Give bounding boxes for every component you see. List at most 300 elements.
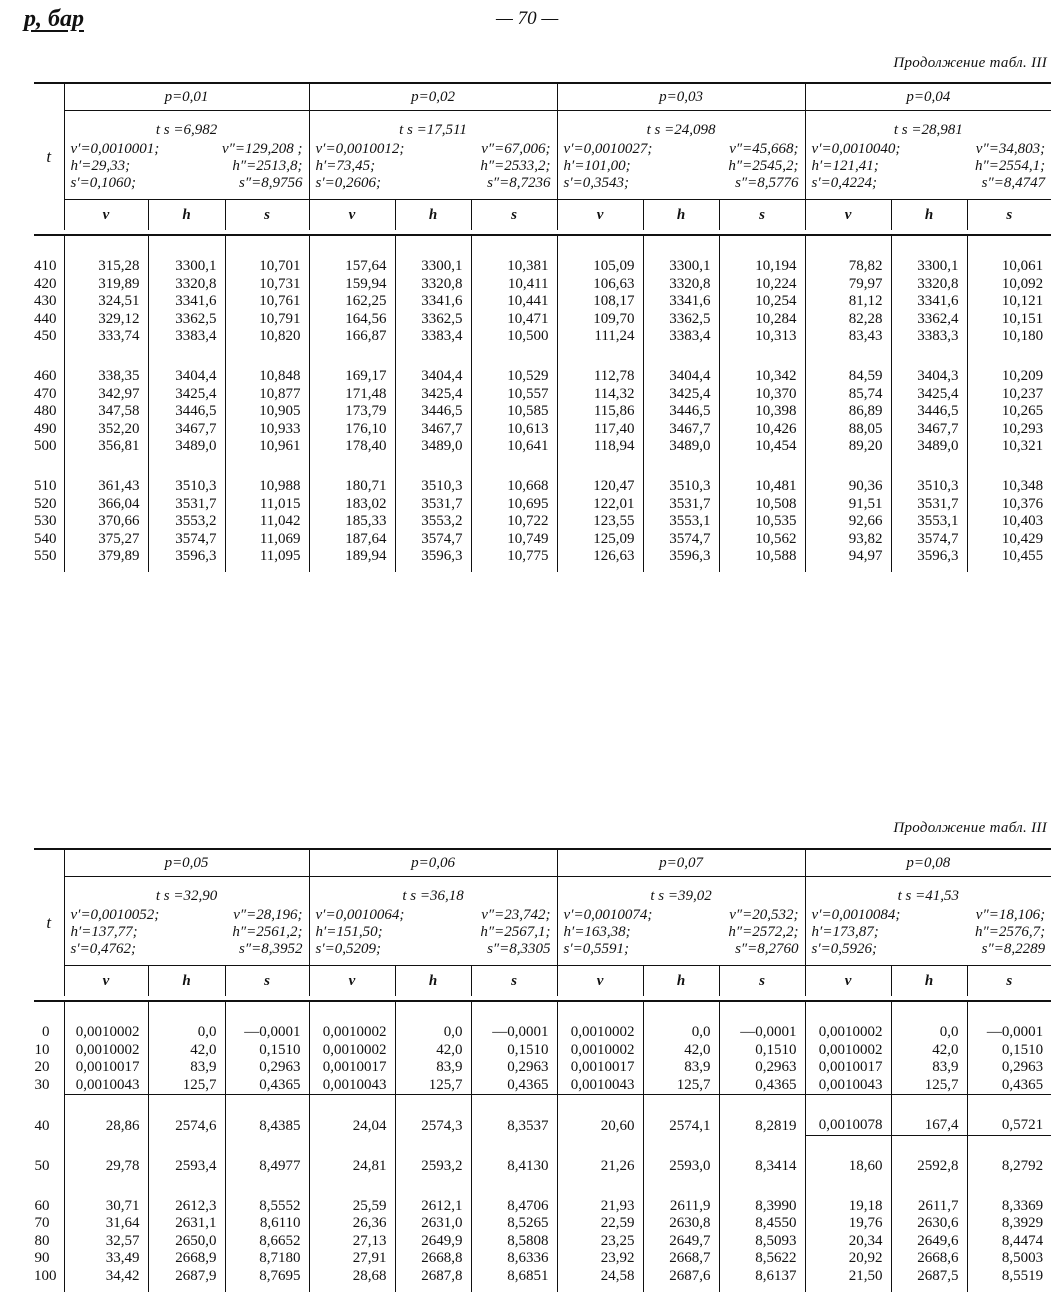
value-cell: 3404,4: [395, 368, 471, 386]
value-cell: 125,09: [557, 531, 643, 549]
temperature-cell: 530: [34, 513, 57, 530]
value-cell: 315,28: [64, 258, 148, 276]
temperature-cell: 430: [34, 293, 57, 310]
saturated-liquid-value: v′=0,0010074;: [563, 907, 653, 923]
table-caption: Продолжение табл. III: [893, 820, 1047, 836]
saturated-vapor-value: v″=23,742;: [481, 907, 551, 923]
saturation-temperature: t s =32,90: [64, 877, 309, 906]
value-cell: 159,94: [309, 276, 395, 294]
value-cell: 3362,5: [395, 311, 471, 329]
saturated-liquid-value: s′=0,1060;: [70, 175, 136, 191]
value-cell: 85,74: [805, 386, 891, 404]
saturation-properties: [64, 905, 309, 966]
saturated-vapor-value: v″=18,106;: [975, 907, 1046, 923]
temperature-cell: 450: [34, 328, 57, 345]
value-cell: 8,6137: [719, 1268, 805, 1286]
value-cell: 10,403: [967, 513, 1051, 531]
saturation-line: [71, 924, 303, 941]
t-column-header: t: [34, 849, 64, 996]
table-row: [34, 1117, 1051, 1135]
table-row: [34, 1250, 1051, 1268]
value-cell: 2649,9: [395, 1233, 471, 1251]
value-cell: 3467,7: [643, 421, 719, 439]
value-cell: 2687,8: [395, 1268, 471, 1286]
value-cell: 0,2963: [719, 1059, 805, 1077]
value-cell: 3574,7: [891, 531, 967, 549]
value-cell: 2574,3: [395, 1117, 471, 1135]
value-cell: 10,481: [719, 478, 805, 496]
value-cell: 8,6851: [471, 1268, 557, 1286]
value-cell: 0,0010043: [64, 1077, 148, 1095]
value-cell: 8,6110: [225, 1215, 309, 1233]
value-cell: 8,4385: [225, 1117, 309, 1135]
value-cell: 166,87: [309, 328, 395, 346]
saturation-temperature: t s =24,098: [557, 111, 805, 140]
saturated-vapor-value: s″=8,5776: [735, 175, 799, 191]
value-cell: 3341,6: [148, 293, 225, 311]
value-cell: 10,613: [471, 421, 557, 439]
column-header-s: s: [471, 200, 557, 231]
value-cell: 11,069: [225, 531, 309, 549]
column-header-s: s: [225, 966, 309, 997]
value-cell: 8,4706: [471, 1198, 557, 1216]
value-cell: 84,59: [805, 368, 891, 386]
saturated-vapor-value: v″=34,803;: [975, 141, 1046, 157]
value-cell: 3425,4: [891, 386, 967, 404]
value-cell: 10,293: [967, 421, 1051, 439]
value-cell: 0,0: [395, 1024, 471, 1042]
value-cell: 8,5552: [225, 1198, 309, 1216]
value-cell: 3300,1: [148, 258, 225, 276]
saturation-temperature: t s =6,982: [64, 111, 309, 140]
value-cell: 3320,8: [395, 276, 471, 294]
value-cell: 10,905: [225, 403, 309, 421]
value-cell: 10,455: [967, 548, 1051, 566]
saturation-properties: [309, 905, 557, 966]
value-cell: 176,10: [309, 421, 395, 439]
value-cell: 10,209: [967, 368, 1051, 386]
value-cell: 120,47: [557, 478, 643, 496]
saturated-vapor-value: s″=8,3952: [239, 941, 303, 957]
value-cell: 27,91: [309, 1250, 395, 1268]
saturation-properties: [557, 905, 805, 966]
value-cell: 3467,7: [148, 421, 225, 439]
value-cell: 0,1510: [719, 1042, 805, 1060]
saturation-temperature: t s =17,511: [309, 111, 557, 140]
value-cell: 10,194: [719, 258, 805, 276]
value-cell: 91,51: [805, 496, 891, 514]
value-cell: 0,2963: [225, 1059, 309, 1077]
value-cell: 0,0010017: [64, 1059, 148, 1077]
value-cell: 42,0: [148, 1042, 225, 1060]
value-cell: 3596,3: [148, 548, 225, 566]
value-cell: 117,40: [557, 421, 643, 439]
value-cell: 81,12: [805, 293, 891, 311]
value-cell: 157,64: [309, 258, 395, 276]
value-cell: 27,13: [309, 1233, 395, 1251]
value-cell: 8,7180: [225, 1250, 309, 1268]
value-cell: 8,3537: [471, 1117, 557, 1135]
saturation-line: [316, 907, 551, 924]
value-cell: 8,4977: [225, 1158, 309, 1176]
value-cell: 3341,6: [643, 293, 719, 311]
value-cell: 21,26: [557, 1158, 643, 1176]
value-cell: 3383,4: [643, 328, 719, 346]
value-cell: 10,411: [471, 276, 557, 294]
value-cell: 115,86: [557, 403, 643, 421]
table-row: [34, 1268, 1051, 1286]
value-cell: 8,6652: [225, 1233, 309, 1251]
saturated-vapor-value: s″=8,3305: [487, 941, 551, 957]
value-cell: 8,6336: [471, 1250, 557, 1268]
value-cell: 370,66: [64, 513, 148, 531]
value-cell: 3531,7: [891, 496, 967, 514]
column-header-h: h: [395, 200, 471, 231]
value-cell: 3489,0: [395, 438, 471, 456]
saturation-temperature: t s =28,981: [805, 111, 1051, 140]
value-cell: 20,34: [805, 1233, 891, 1251]
temperature-cell: 500: [34, 438, 57, 455]
value-cell: 10,224: [719, 276, 805, 294]
saturation-properties: [557, 139, 805, 200]
value-cell: 2611,9: [643, 1198, 719, 1216]
column-header-v: v: [64, 966, 148, 997]
value-cell: 2631,0: [395, 1215, 471, 1233]
temperature-cell: 550: [34, 548, 57, 565]
pressure-label: p=0,01: [64, 83, 309, 111]
value-cell: 3446,5: [643, 403, 719, 421]
value-cell: 171,48: [309, 386, 395, 404]
value-cell: 3425,4: [148, 386, 225, 404]
table-row: [34, 438, 1051, 456]
column-header-s: s: [225, 200, 309, 231]
value-cell: 0,0010002: [309, 1042, 395, 1060]
value-cell: 10,471: [471, 311, 557, 329]
value-cell: 3341,6: [395, 293, 471, 311]
saturated-vapor-value: h″=2567,1;: [480, 924, 551, 940]
value-cell: 10,588: [719, 548, 805, 566]
value-cell: 10,284: [719, 311, 805, 329]
value-cell: 2574,1: [643, 1117, 719, 1135]
value-cell: 8,5622: [719, 1250, 805, 1268]
value-cell: 2630,6: [891, 1215, 967, 1233]
value-cell: 3531,7: [395, 496, 471, 514]
saturation-properties: [805, 139, 1051, 200]
value-cell: 21,50: [805, 1268, 891, 1286]
saturated-liquid-value: s′=0,5591;: [563, 941, 630, 957]
value-cell: 3404,3: [891, 368, 967, 386]
value-cell: 3300,1: [891, 258, 967, 276]
steam-table-2: [34, 848, 1051, 1292]
value-cell: 89,20: [805, 438, 891, 456]
saturated-liquid-value: v′=0,0010052;: [70, 907, 160, 923]
saturation-line: [564, 941, 799, 958]
saturation-line: [71, 907, 303, 924]
value-cell: 125,7: [643, 1077, 719, 1095]
value-cell: 18,60: [805, 1158, 891, 1176]
value-cell: 10,321: [967, 438, 1051, 456]
value-cell: 347,58: [64, 403, 148, 421]
value-cell: 122,01: [557, 496, 643, 514]
value-cell: 10,701: [225, 258, 309, 276]
value-cell: 114,32: [557, 386, 643, 404]
value-cell: 10,749: [471, 531, 557, 549]
table-row: [34, 1215, 1051, 1233]
column-header-v: v: [64, 200, 148, 231]
value-cell: 366,04: [64, 496, 148, 514]
value-cell: 33,49: [64, 1250, 148, 1268]
saturated-vapor-value: v″=129,208 ;: [221, 141, 303, 157]
value-cell: 2668,7: [643, 1250, 719, 1268]
value-cell: 3300,1: [395, 258, 471, 276]
value-cell: 375,27: [64, 531, 148, 549]
unit-label: p, бар: [24, 6, 84, 32]
value-cell: 3320,8: [643, 276, 719, 294]
value-cell: 8,2819: [719, 1117, 805, 1135]
value-cell: 2592,8: [891, 1158, 967, 1176]
value-cell: 2650,0: [148, 1233, 225, 1251]
value-cell: 8,2792: [967, 1158, 1051, 1176]
temperature-cell: 60: [34, 1197, 50, 1214]
table-row: [34, 311, 1051, 329]
value-cell: 112,78: [557, 368, 643, 386]
value-cell: 2631,1: [148, 1215, 225, 1233]
temperature-cell: 20: [34, 1059, 50, 1076]
column-header-v: v: [805, 200, 891, 231]
pressure-label: p=0,05: [64, 849, 309, 877]
value-cell: 2612,1: [395, 1198, 471, 1216]
column-header-h: h: [395, 966, 471, 997]
table-row: [34, 276, 1051, 294]
saturation-line: [71, 158, 303, 175]
column-header-s: s: [967, 966, 1051, 997]
saturation-line: [812, 141, 1046, 158]
temperature-cell: 540: [34, 530, 57, 547]
column-header-v: v: [309, 966, 395, 997]
table-row: [34, 1059, 1051, 1077]
value-cell: 10,731: [225, 276, 309, 294]
temperature-cell: 10: [34, 1041, 50, 1058]
value-cell: 3489,0: [643, 438, 719, 456]
value-cell: 0,0010002: [557, 1024, 643, 1042]
value-cell: 10,121: [967, 293, 1051, 311]
value-cell: 2612,3: [148, 1198, 225, 1216]
saturated-liquid-value: v′=0,0010084;: [811, 907, 901, 923]
value-cell: 0,2963: [471, 1059, 557, 1077]
value-cell: 8,4474: [967, 1233, 1051, 1251]
value-cell: 10,313: [719, 328, 805, 346]
value-cell: 24,58: [557, 1268, 643, 1286]
pressure-label: p=0,08: [805, 849, 1051, 877]
value-cell: 82,28: [805, 311, 891, 329]
page-number: — 70 —: [496, 8, 559, 29]
value-cell: —0,0001: [471, 1024, 557, 1042]
temperature-cell: 50: [34, 1157, 50, 1174]
value-cell: 2649,6: [891, 1233, 967, 1251]
value-cell: 78,82: [805, 258, 891, 276]
value-cell: 0,4365: [967, 1077, 1051, 1095]
saturated-liquid-value: v′=0,0010027;: [563, 141, 653, 157]
table-row: [34, 1042, 1051, 1060]
value-cell: 11,095: [225, 548, 309, 566]
value-cell: 2687,6: [643, 1268, 719, 1286]
saturation-properties: [309, 139, 557, 200]
temperature-cell: 90: [34, 1250, 50, 1267]
value-cell: 30,71: [64, 1198, 148, 1216]
temperature-cell: 460: [34, 367, 57, 384]
value-cell: 10,376: [967, 496, 1051, 514]
saturated-vapor-value: v″=28,196;: [233, 907, 303, 923]
value-cell: 3383,3: [891, 328, 967, 346]
saturated-liquid-value: s′=0,3543;: [563, 175, 630, 191]
saturated-liquid-value: h′=151,50;: [315, 924, 383, 940]
value-cell: 3425,4: [643, 386, 719, 404]
saturation-line: [564, 175, 799, 192]
value-cell: 3596,3: [395, 548, 471, 566]
value-cell: 3531,7: [643, 496, 719, 514]
value-cell: 3446,5: [395, 403, 471, 421]
value-cell: 10,441: [471, 293, 557, 311]
value-cell: 3362,4: [891, 311, 967, 329]
value-cell: 0,0: [891, 1024, 967, 1042]
value-cell: 3404,4: [643, 368, 719, 386]
value-cell: 342,97: [64, 386, 148, 404]
value-cell: 10,265: [967, 403, 1051, 421]
value-cell: 8,3929: [967, 1215, 1051, 1233]
saturation-line: [812, 907, 1046, 924]
saturation-line: [316, 175, 551, 192]
value-cell: 83,9: [395, 1059, 471, 1077]
column-header-s: s: [471, 966, 557, 997]
value-cell: 83,9: [643, 1059, 719, 1077]
saturated-liquid-value: v′=0,0010040;: [811, 141, 901, 157]
saturated-vapor-value: v″=67,006;: [481, 141, 551, 157]
value-cell: 29,78: [64, 1158, 148, 1176]
saturation-line: [316, 158, 551, 175]
value-cell: 3404,4: [148, 368, 225, 386]
value-cell: 10,961: [225, 438, 309, 456]
value-cell: 20,60: [557, 1117, 643, 1135]
table-row: [34, 386, 1051, 404]
temperature-cell: 420: [34, 275, 57, 292]
value-cell: 2668,6: [891, 1250, 967, 1268]
value-cell: —0,0001: [967, 1024, 1051, 1042]
value-cell: 178,40: [309, 438, 395, 456]
value-cell: 125,7: [148, 1077, 225, 1095]
temperature-cell: 480: [34, 403, 57, 420]
value-cell: 3596,3: [643, 548, 719, 566]
value-cell: 3510,3: [395, 478, 471, 496]
value-cell: 0,1510: [471, 1042, 557, 1060]
saturated-vapor-value: h″=2533,2;: [480, 158, 551, 174]
pressure-label: p=0,07: [557, 849, 805, 877]
value-cell: 0,2963: [967, 1059, 1051, 1077]
saturated-liquid-value: h′=173,87;: [811, 924, 879, 940]
value-cell: 125,7: [395, 1077, 471, 1095]
saturated-liquid-value: s′=0,5926;: [811, 941, 878, 957]
value-cell: 10,933: [225, 421, 309, 439]
saturated-vapor-value: h″=2572,2;: [728, 924, 799, 940]
value-cell: 356,81: [64, 438, 148, 456]
value-cell: 0,1510: [225, 1042, 309, 1060]
value-cell: 3574,7: [148, 531, 225, 549]
temperature-cell: 490: [34, 420, 57, 437]
value-cell: 2593,4: [148, 1158, 225, 1176]
saturation-temperature: t s =41,53: [805, 877, 1051, 906]
value-cell: 10,237: [967, 386, 1051, 404]
temperature-cell: 40: [34, 1117, 50, 1134]
value-cell: 10,092: [967, 276, 1051, 294]
value-cell: 3446,5: [891, 403, 967, 421]
saturation-temperature: t s =36,18: [309, 877, 557, 906]
value-cell: 185,33: [309, 513, 395, 531]
value-cell: 0,0010043: [805, 1077, 891, 1095]
value-cell: 94,97: [805, 548, 891, 566]
table-row: [34, 1077, 1051, 1095]
value-cell: 3510,3: [643, 478, 719, 496]
value-cell: 3467,7: [395, 421, 471, 439]
t-column-header: t: [34, 83, 64, 230]
value-cell: 34,42: [64, 1268, 148, 1286]
saturated-liquid-value: s′=0,4224;: [811, 175, 878, 191]
value-cell: 24,81: [309, 1158, 395, 1176]
value-cell: 2687,9: [148, 1268, 225, 1286]
value-cell: 10,722: [471, 513, 557, 531]
value-cell: 3446,5: [148, 403, 225, 421]
value-cell: 93,82: [805, 531, 891, 549]
column-header-h: h: [643, 200, 719, 231]
temperature-cell: 440: [34, 310, 57, 327]
temperature-cell: 30: [34, 1077, 50, 1094]
value-cell: 3320,8: [148, 276, 225, 294]
table-row: [34, 478, 1051, 496]
value-cell: 189,94: [309, 548, 395, 566]
column-header-s: s: [967, 200, 1051, 231]
value-cell: 10,775: [471, 548, 557, 566]
value-cell: 2649,7: [643, 1233, 719, 1251]
value-cell: 183,02: [309, 496, 395, 514]
value-cell: 180,71: [309, 478, 395, 496]
value-cell: 10,454: [719, 438, 805, 456]
value-cell: 0,0010002: [557, 1042, 643, 1060]
saturated-liquid-value: v′=0,0010001;: [70, 141, 160, 157]
value-cell: 19,76: [805, 1215, 891, 1233]
value-cell: 83,43: [805, 328, 891, 346]
table-row: [34, 1158, 1051, 1176]
saturated-vapor-value: s″=8,2289: [981, 941, 1046, 957]
value-cell: 23,92: [557, 1250, 643, 1268]
value-cell: 8,5519: [967, 1268, 1051, 1286]
value-cell: 0,0010043: [309, 1077, 395, 1095]
value-cell: 3320,8: [891, 276, 967, 294]
value-cell: 0,0010043: [557, 1077, 643, 1095]
saturated-vapor-value: h″=2561,2;: [232, 924, 303, 940]
value-cell: 10,535: [719, 513, 805, 531]
value-cell: 86,89: [805, 403, 891, 421]
value-cell: 8,7695: [225, 1268, 309, 1286]
value-cell: 0,0010017: [557, 1059, 643, 1077]
value-cell: 21,93: [557, 1198, 643, 1216]
value-cell: 42,0: [891, 1042, 967, 1060]
value-cell: 162,25: [309, 293, 395, 311]
saturated-vapor-value: h″=2513,8;: [232, 158, 303, 174]
column-header-s: s: [719, 200, 805, 231]
saturated-vapor-value: s″=8,4747: [981, 175, 1046, 191]
value-cell: 8,3369: [967, 1198, 1051, 1216]
saturated-vapor-value: s″=8,9756: [239, 175, 303, 191]
value-cell: 25,59: [309, 1198, 395, 1216]
value-cell: 10,348: [967, 478, 1051, 496]
